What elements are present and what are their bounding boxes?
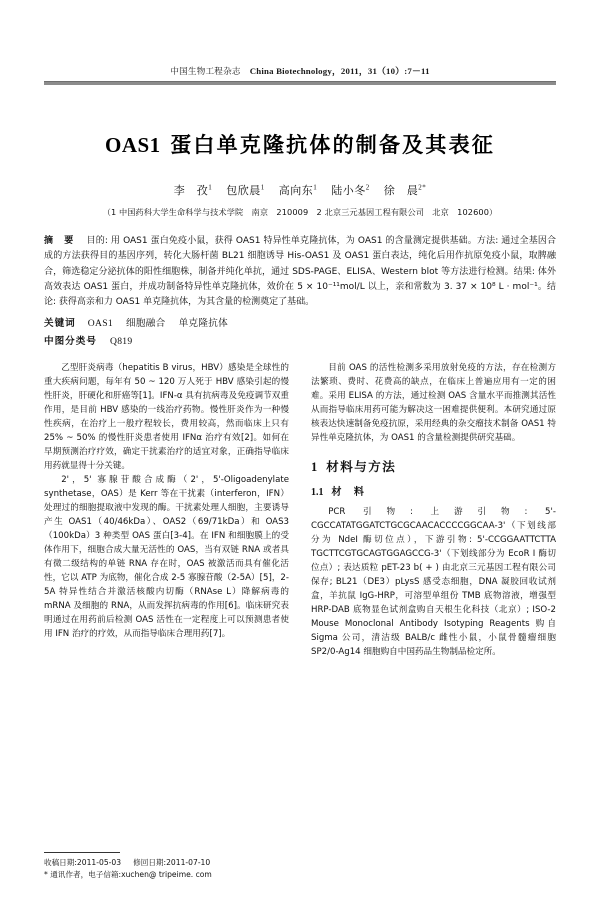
paragraph-intro-3: 目前 OAS 的活性检测多采用放射免疫的方法，存在检测方法繁琐、费时、花费高的缺点，在临床上普遍应用有一定的困难。采用 ELISA 的方法，通过检测 OAS 含量水平而推测其活性从而指导临床用药可能为解决这一困难提供便利。本研究通过原核表达快速制备免疫抗原，采用经典的杂交瘤技术制备 OAS1 特异性单克隆抗体，为 OAS1 的含量检测提供研究基础。 (311, 362, 556, 443)
keyword-3: 单克隆抗体 (178, 317, 229, 329)
author-1-name: 李 孜 (173, 184, 209, 198)
header-rule (44, 81, 556, 85)
running-head (0, 66, 600, 77)
running-head-journal-en: China Biotechnology，2011，31（10）:7－11 (249, 66, 430, 76)
author-5-name: 徐 晨 (383, 184, 419, 198)
author-2-name: 包欣晨 (226, 184, 261, 198)
paragraph-intro-2: 2'，5' 寡腺苷酸合成酶（2'，5'-Oligoadenylate synthetase，OAS）是 Kerr 等在干扰素（interferon，IFN）处理过的细胞提取液中发现的酶。干扰素处理人细胞，主要诱导产生 OAS1（40/46kDa）、OAS2（69/71kDa）和 OAS3（100kDa）3 种类型 OAS 蛋白[3-4]。在 IFN 和细胞膜上的受体作用下，细胞合成大量无活性的 OAS，当有双链 RNA 或者具有微二级结构的单链 RNA 存在时，OAS 被激活而具有催化活性，它以 ATP 为底物，催化合成 2-5 寡腺苷酸（2-5A）[5]，2-5A 特异性结合并激活核酸内切酶（RNAse L）降解病毒的 mRNA 及细胞的 RNA，从而发挥抗病毒的作用[6]。临床研究表明通过在用药前后检测 OAS 活性在一定程度上可以预测患者使用 IFN 治疗的疗效，从而指导临床合理用药[7]。 (44, 474, 289, 639)
author-3-sup: 1 (313, 183, 318, 192)
keywords (44, 315, 556, 329)
abstract-label: 摘 要 (44, 236, 75, 247)
journal-page (0, 66, 600, 916)
author-1-sup: 1 (208, 183, 213, 192)
clc-label: 中图分类号 (44, 335, 97, 347)
keyword-2: 细胞融合 (125, 317, 166, 329)
keywords-label: 关键词 (44, 317, 76, 329)
running-head-journal-cn: 中国生物工程杂志 (170, 67, 241, 77)
footnote-dates (44, 857, 294, 868)
footnote (44, 852, 294, 880)
section-heading-1-title: 材料与方法 (326, 458, 397, 474)
author-4 (331, 182, 370, 198)
author-list (0, 182, 600, 198)
subsection-heading-1-1-number: 1.1 (311, 487, 324, 499)
author-4-sup: 2 (365, 183, 370, 192)
keyword-1: OAS1 (87, 317, 113, 329)
page-title (0, 129, 600, 159)
author-3-name: 高向东 (278, 184, 314, 198)
author-5-sup: 2* (418, 183, 427, 192)
author-2-sup: 1 (260, 183, 265, 192)
footnote-received: 收稿日期:2011-05-03 (44, 858, 122, 868)
paragraph-materials: PCR 引物: 上游引物: 5'-CGCCATATGGATCTGCGCAACACCCCGGCAA-3'（下划线部分为 NdeI 酶切位点），下游引物: 5'-CCGGAATTCTTA TGCTTCGTGCAGTGGAGCCG-3'（下划线部分为 EcoR I 酶切位点）; 表达质粒 pET-23 b( + ) 由北京三元基因工程有限公司保存; BL21（DE3）pLysS 感受态细胞，DNA 凝胶回收试剂盒，羊抗鼠 IgG-HRP，可溶型单组份 TMB 底物溶液，增强型 HRP-DAB 底物显色试剂盒购自天根生化科技（北京）; ISO-2 Mouse Monoclonal Antibody Isotyping Reagents 购自 Sigma 公司，清洁级 BALB/c 雌性小鼠，小鼠骨髓瘤细胞 SP2/0-Ag14 细胞购自中国药品生物制品检定所。 (311, 506, 556, 657)
abstract-text: 目的: 用 OAS1 蛋白免疫小鼠，获得 OAS1 特异性单克隆抗体，为 OAS1 的含量测定提供基础。方法: 通过全基因合成的方法获得目的基因序列，转化大肠杆菌 BL21 细胞诱导 His-OAS1 及 OAS1 蛋白表达，纯化后用作抗原免疫小鼠，取脾融合，筛选稳定分泌抗体的阳性细胞株，制备并纯化单抗，通过 SDS-PAGE、ELISA、Western blot 等方法进行检测。结果: 体外高效表达 OAS1 蛋白，并成功制备特异性单克隆抗体，效价在 5 × 10⁻¹¹mol/L 以上，亲和常数为 3. 37 × 10⁸ L · mol⁻¹。结论: 获得高亲和力 OAS1 单克隆抗体，为其含量的检测奠定了基础。 (44, 236, 556, 307)
author-1 (174, 182, 213, 198)
clc-code: Q819 (109, 335, 133, 347)
author-3 (279, 182, 318, 198)
clc-number (44, 333, 556, 347)
subsection-heading-1-1-title: 材 料 (331, 487, 366, 499)
author-4-name: 陆小冬 (331, 184, 366, 198)
subsection-heading-1-1 (311, 485, 556, 501)
paragraph-intro-1: 乙型肝炎病毒（hepatitis B virus，HBV）感染是全球性的重大疾病问题，每年有 50 ~ 120 万人死于 HBV 感染引起的慢性肝炎，肝硬化和肝癌等[1]。IFN-α 具有抗病毒及免疫调节双重作用，是目前 HBV 感染的一线治疗药物。慢性肝炎作为一种慢性疾病，在治疗上一般疗程较长，费用较高，然而临床上只有 25% ~ 50% 的慢性肝炎患者使用 IFNα 治疗有效[2]。如何在早期预测治疗疗效，确定干扰素治疗的适宜对象，正确指导临床用药就显得十分关键。 (44, 362, 289, 471)
footnote-revised: 修回日期:2011-07-10 (133, 858, 211, 868)
author-2 (226, 182, 265, 198)
section-heading-1-number: 1 (311, 459, 318, 474)
page-title-cn: 蛋白单克隆抗体的制备及其表征 (170, 133, 495, 158)
page-title-latin: OAS1 (104, 133, 161, 158)
body-columns (44, 361, 556, 759)
section-heading-1 (311, 457, 556, 477)
affiliation: （1 中国药科大学生命科学与技术学院 南京 210009 2 北京三元基因工程有限公司 北京 102600） (102, 207, 498, 218)
abstract (44, 234, 556, 310)
left-column (44, 361, 289, 759)
footnote-rule (44, 852, 120, 853)
footnote-corresponding: * 通讯作者，电子信箱:xuchen@ tripeime. com (44, 869, 212, 879)
author-5 (384, 182, 427, 198)
right-column (311, 361, 556, 759)
